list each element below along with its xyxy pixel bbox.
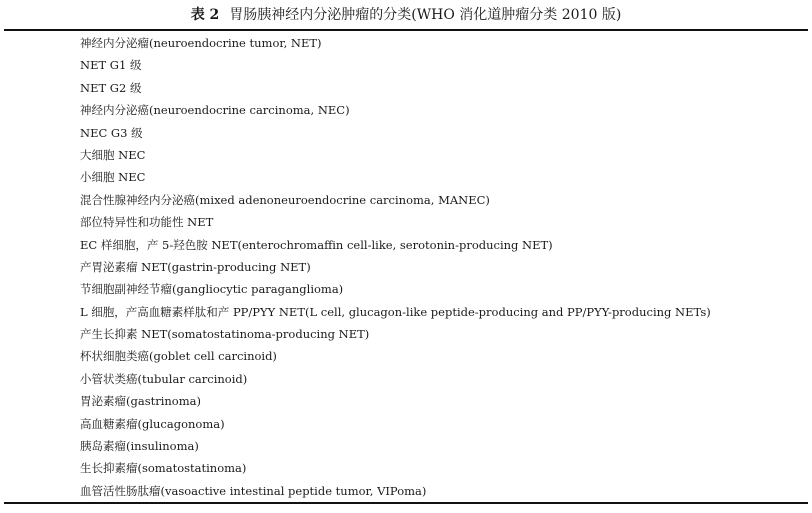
table-row: NEC G3 级 [80, 125, 143, 140]
table-row: NET G1 级 [80, 58, 142, 73]
table-row: 产胃泌素瘤 NET(gastrin-producing NET) [80, 259, 311, 274]
table-row: 胰岛素瘤(insulinoma) [80, 439, 199, 454]
table-row: 胃泌素瘤(gastrinoma) [80, 394, 201, 409]
table-row: 小管状类癌(tubular carcinoid) [80, 371, 248, 386]
classification-list [80, 32, 808, 502]
table-row: 血管活性肠肽瘤(vasoactive intestinal peptide tumor, VIPoma) [80, 483, 427, 498]
table-row: 神经内分泌瘤(neuroendocrine tumor, NET) [80, 36, 322, 50]
table-caption [0, 4, 812, 26]
table-row: 产生长抑素 NET(somatostatinoma-producing NET) [80, 327, 370, 342]
table-row: 混合性腺神经内分泌癌(mixed adenoneuroendocrine carcinoma, MANEC) [80, 192, 490, 207]
table-row: NET G2 级 [80, 80, 142, 95]
table-row: 杯状细胞类癌(goblet cell carcinoid) [80, 349, 277, 364]
table-row: EC 样细胞，产 5-羟色胺 NET(enterochromaffin cell-like, serotonin-producing NET) [80, 237, 553, 252]
table-row: L 细胞，产高血糖素样肽和产 PP/PYY NET(L cell, glucagon-like peptide-producing and PP/PYY-producing NETs) [80, 304, 711, 319]
table-row: 神经内分泌癌(neuroendocrine carcinoma, NEC) [80, 103, 350, 118]
table-bottom-rule [4, 502, 808, 504]
table-row: 部位特异性和功能性 NET [80, 215, 214, 230]
table-row: 生长抑素瘤(somatostatinoma) [80, 461, 247, 476]
table-title: 胃肠胰神经内分泌肿瘤的分类(WHO 消化道肿瘤分类 2010 版) [229, 7, 622, 23]
table-top-rule [4, 29, 808, 31]
table-label: 表 2 [190, 7, 220, 23]
table-row: 节细胞副神经节瘤(gangliocytic paraganglioma) [80, 282, 344, 297]
table-row: 高血糖素瘤(glucagonoma) [80, 416, 225, 431]
table-row: 大细胞 NEC [80, 147, 146, 162]
table-row: 小细胞 NEC [80, 170, 146, 185]
